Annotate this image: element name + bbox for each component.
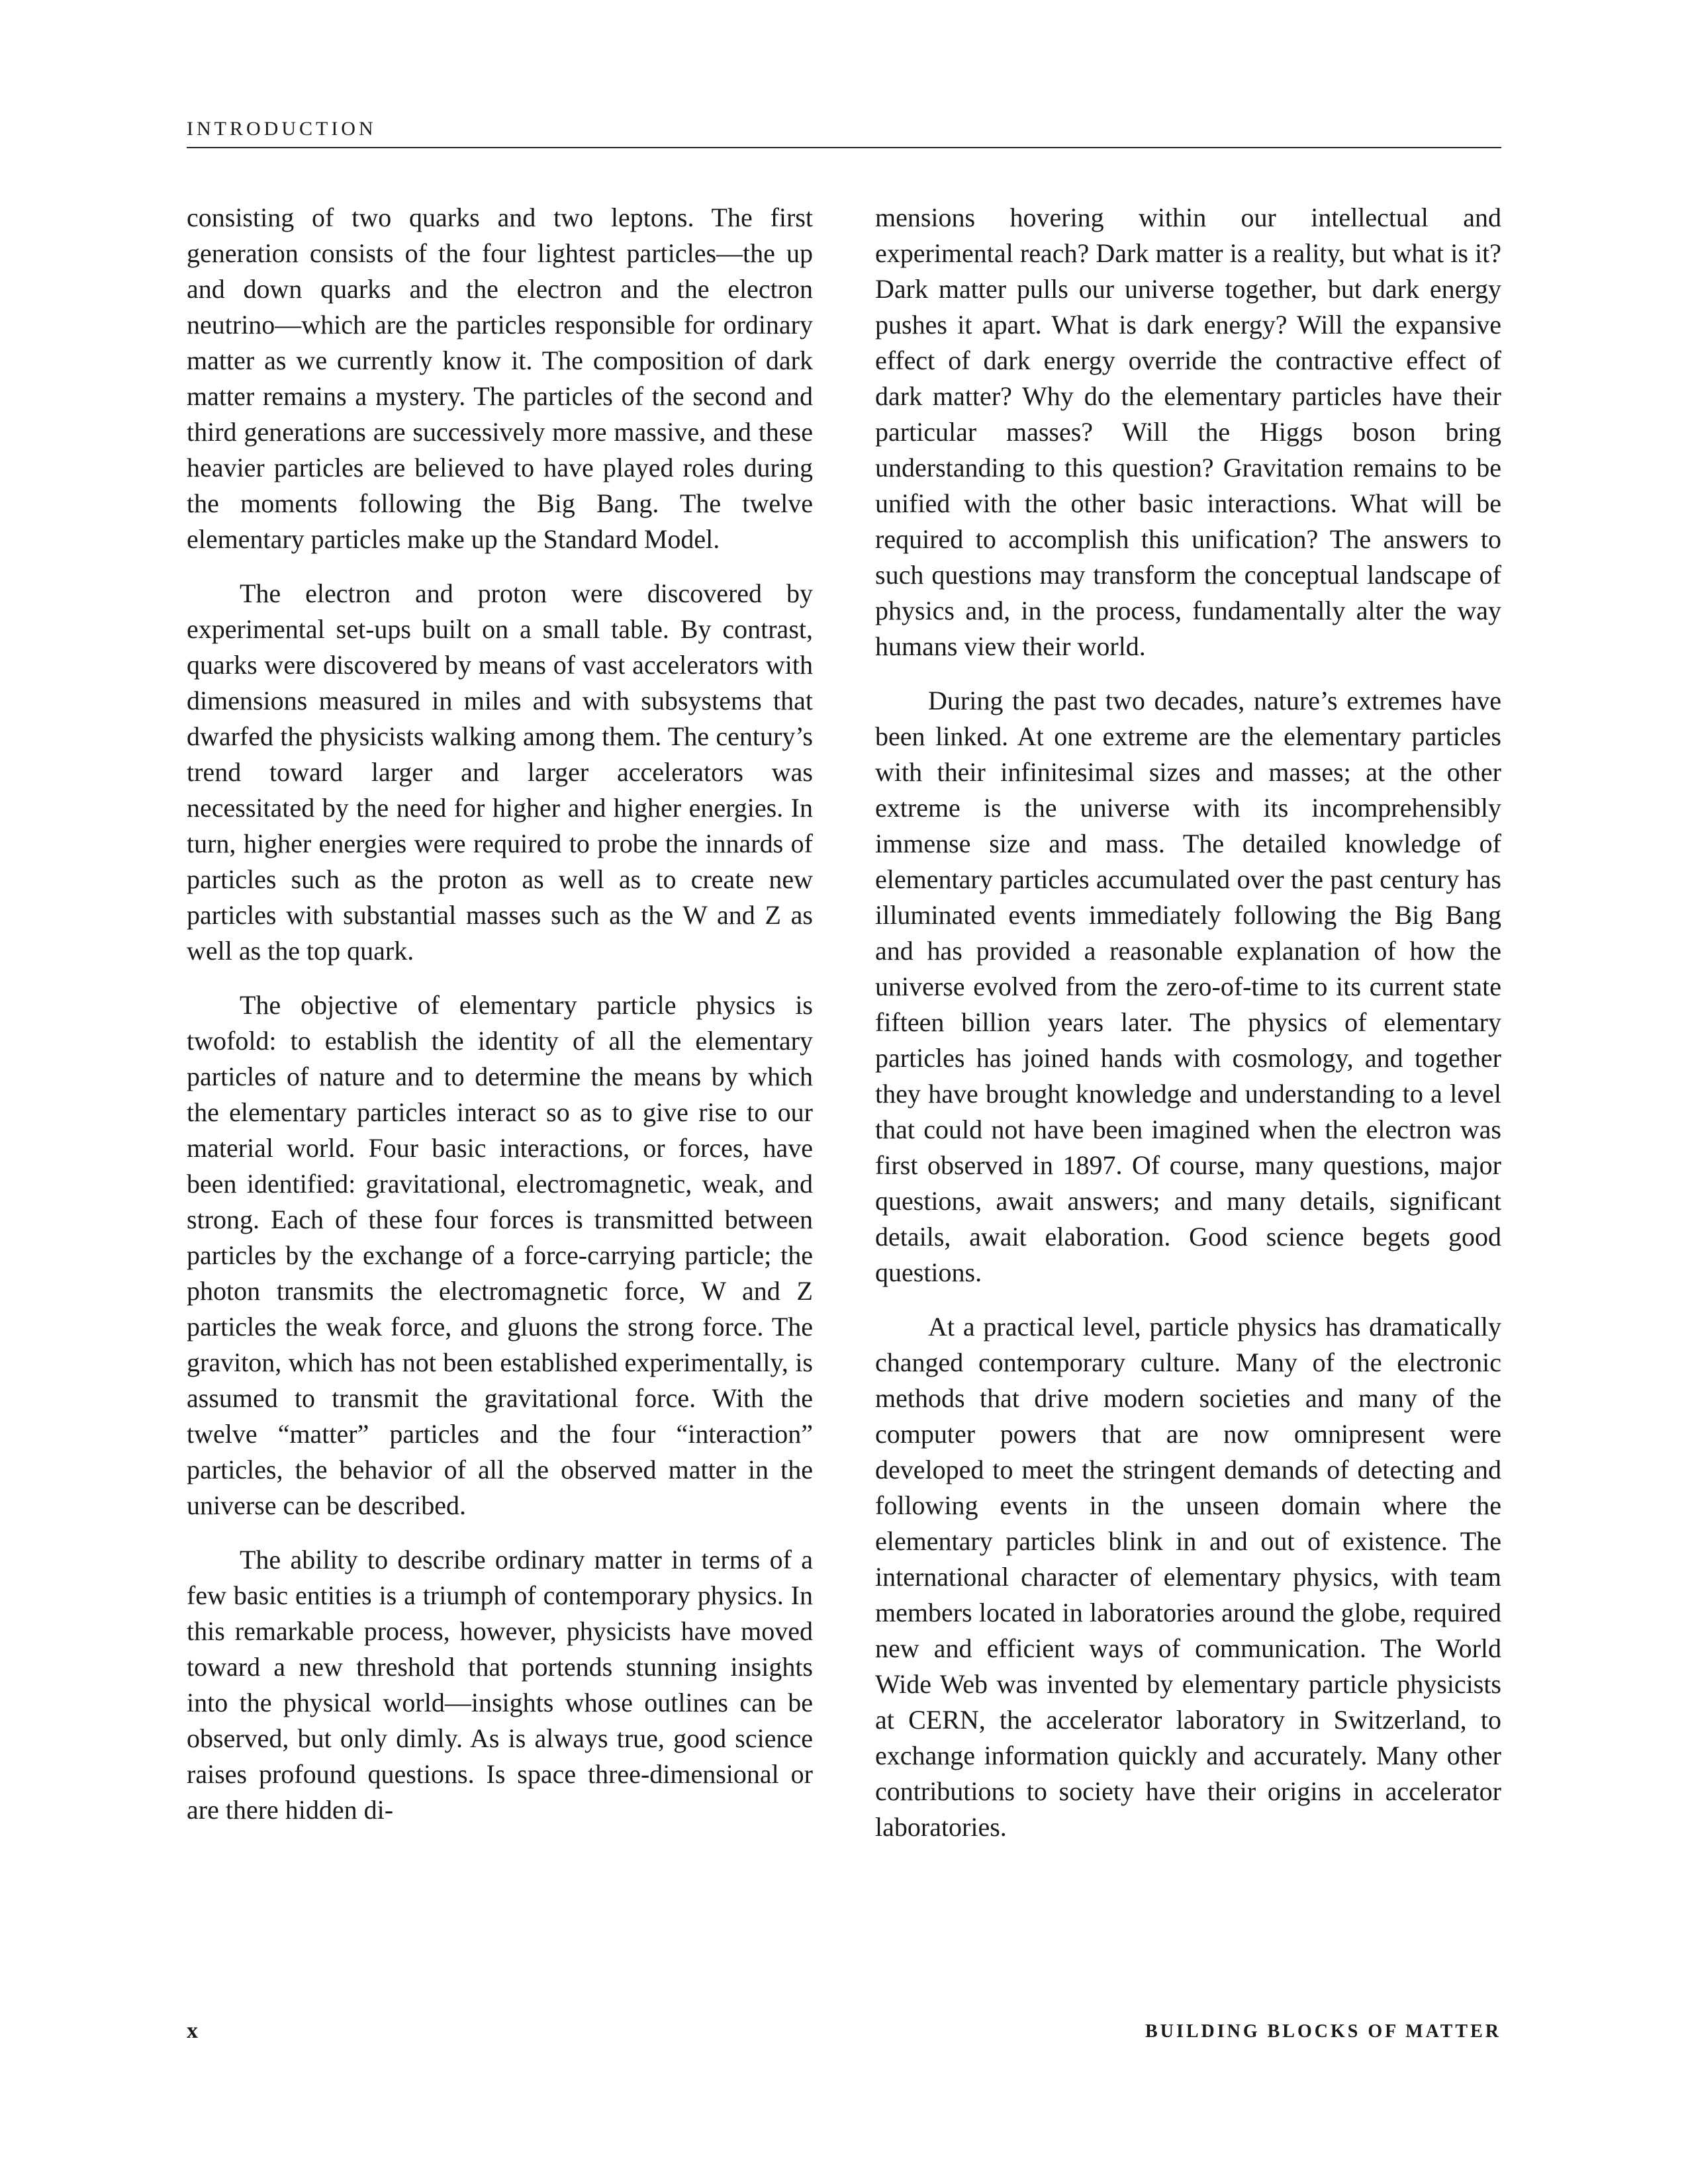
paragraph-discoveries: The electron and proton were discovered by experimental set-ups built on a small table. By contrast, quarks were discovered by means of vast accelerators with dimensions measured in miles and with subsystems that dwarfed the physicists walking among them. The century’s trend toward larger and larger accelerators was necessitated by the need for higher and higher energies. In turn, higher energies were required to probe the innards of particles such as the proton as well as to create new particles with substantial masses such as the W and Z as well as the top quark. xyxy=(187,578,813,966)
paragraph-objective: The objective of elementary particle physics is twofold: to establish the identity of all the elementary particles of nature and to determine the means by which the elementary particles interact so as to give rise to our material world. Four basic interactions, or forces, have been identified: gravitational, electromagnetic, weak, and strong. Each of these four forces is transmitted between particles by the exchange of a force-carrying particle; the photon transmits the electromagnetic force, W and Z particles the weak force, and gluons the strong force. The graviton, which has not been established experimentally, is assumed to transmit the gravitational force. With the twelve “matter” particles and the four “interaction” particles, the behavior of all the observed matter in the universe can be described. xyxy=(187,990,813,1520)
right-column xyxy=(875,200,1501,1864)
paragraph-ability: The ability to describe ordinary matter in terms of a few basic entities is a triumph of contemporary physics. In this remarkable process, however, physicists have moved toward a new threshold that portends stunning insights into the physical world—insights whose outlines can be observed, but only dimly. As is always true, good science raises profound questions. Is space three-dimensional or are there hidden di- xyxy=(187,1545,813,1825)
paragraph-extremes: During the past two decades, nature’s extremes have been linked. At one extreme are the elementary particles with their infinitesimal sizes and masses; at the other extreme is the universe with its incomprehensibly immense size and mass. The detailed knowledge of elementary particles accumulated over the past century has illuminated events immediately following the Big Bang and has provided a reasonable explanation of how the universe evolved from the zero-of-time to its current state fifteen billion years later. The physics of elementary particles has joined hands with cosmology, and together they have brought knowledge and understanding to a level that could not have been imagined when the electron was first observed in 1897. Of course, many questions, major questions, await answers; and many details, significant details, await elaboration. Good science begets good questions. xyxy=(875,686,1501,1287)
header-rule xyxy=(187,147,1501,148)
paragraph-practical: At a practical level, particle physics has dramatically changed contemporary culture. Many of the electronic methods that drive modern societies and many of the computer powers that are now omnipresent were developed to meet the stringent demands of detecting and following events in the unseen domain where the elementary particles blink in and out of existence. The international character of elementary physics, with team members located in laboratories around the globe, required new and efficient ways of communication. The World Wide Web was invented by elementary particle physicists at CERN, the accelerator laboratory in Switzerland, to exchange information quickly and accurately. Many other contributions to society have their origins in accelerator laboratories. xyxy=(875,1312,1501,1842)
book-title: BUILDING BLOCKS OF MATTER xyxy=(1145,2021,1501,2042)
paragraph-continued: consisting of two quarks and two leptons. The first generation consists of the four lightest particles—the up and down quarks and the electron and the electron neutrino—which are the particles responsible for ordinary matter as we currently know it. The composition of dark matter remains a mystery. The particles of the second and third generations are successively more massive, and these heavier particles are believed to have played roles during the moments following the Big Bang. The twelve elementary particles make up the Standard Model. xyxy=(187,203,813,554)
running-head: INTRODUCTION xyxy=(187,118,377,140)
page-number: x xyxy=(187,2019,198,2043)
left-column xyxy=(187,200,813,1846)
paragraph-questions: mensions hovering within our intellectual and experimental reach? Dark matter is a reality, but what is it? Dark matter pulls our universe together, but dark energy pushes it apart. What is dark energy? Will the expansive effect of dark energy override the contractive effect of dark matter? Why do the elementary particles have their particular masses? Will the Higgs boson bring understanding to this question? Gravitation remains to be unified with the other basic interactions. What will be required to accomplish this unification? The answers to such questions may transform the conceptual landscape of physics and, in the process, fundamentally alter the way humans view their world. xyxy=(875,203,1501,661)
